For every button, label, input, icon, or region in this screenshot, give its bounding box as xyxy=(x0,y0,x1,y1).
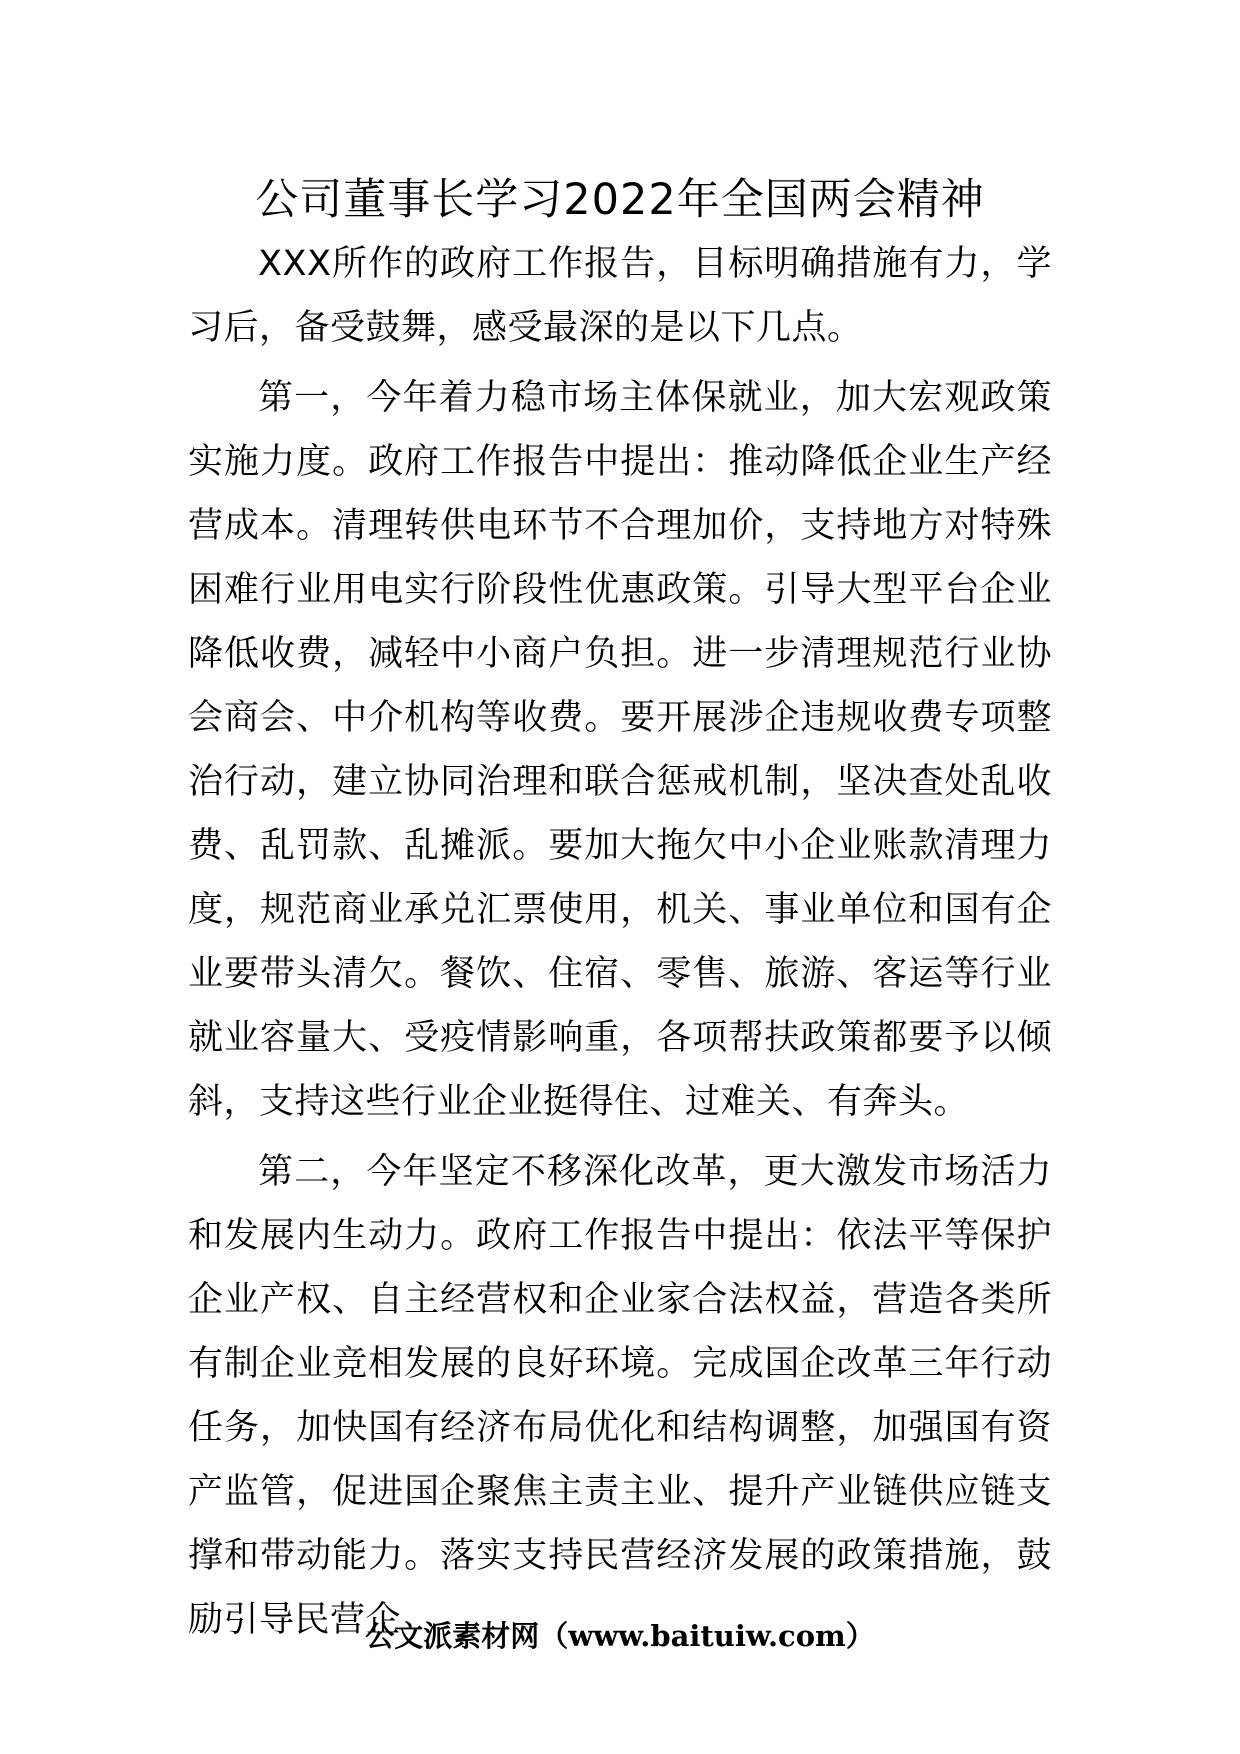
watermark-footer: 公文派素材网（www.baituiw.com） xyxy=(365,1619,875,1653)
point-two-paragraph: 第二，今年坚定不移深化改革，更大激发市场活力和发展内生动力。政府工作报告中提出：依法平等保护企业产权、自主经营权和企业家合法权益，营造各类所有制企业竞相发展的良好环境。完成国企改革三年行动任务，加快国有经济布局优化和结构调整，加强国有资产监管，促进国企聚焦主责主业、提升产业链供应链支撑和带动能力。落实支持民营经济发展的政策措施，鼓励引导民营企 xyxy=(188,1152,1052,1640)
point-one-paragraph: 第一，今年着力稳市场主体保就业，加大宏观政策实施力度。政府工作报告中提出：推动降低企业生产经营成本。清理转供电环节不合理加价，支持地方对特殊困难行业用电实行阶段性优惠政策。引导大型平台企业降低收费，减轻中小商户负担。进一步清理规范行业协会商会、中介机构等收费。要开展涉企违规收费专项整治行动，建立协同治理和联合惩戒机制，坚决查处乱收费、乱罚款、乱摊派。要加大拖欠中小企业账款清理力度，规范商业承兑汇票使用，机关、事业单位和国有企业要带头清欠。餐饮、住宿、零售、旅游、客运等行业就业容量大、受疫情影响重，各项帮扶政策都要予以倾斜，支持这些行业企业挺得住、过难关、有奔头。 xyxy=(188,378,1052,1122)
intro-paragraph: XXX所作的政府工作报告，目标明确措施有力，学习后，备受鼓舞，感受最深的是以下几点。 xyxy=(188,244,1052,348)
document-body xyxy=(188,232,1052,1652)
document-title: 公司董事长学习2022年全国两会精神 xyxy=(255,175,985,225)
